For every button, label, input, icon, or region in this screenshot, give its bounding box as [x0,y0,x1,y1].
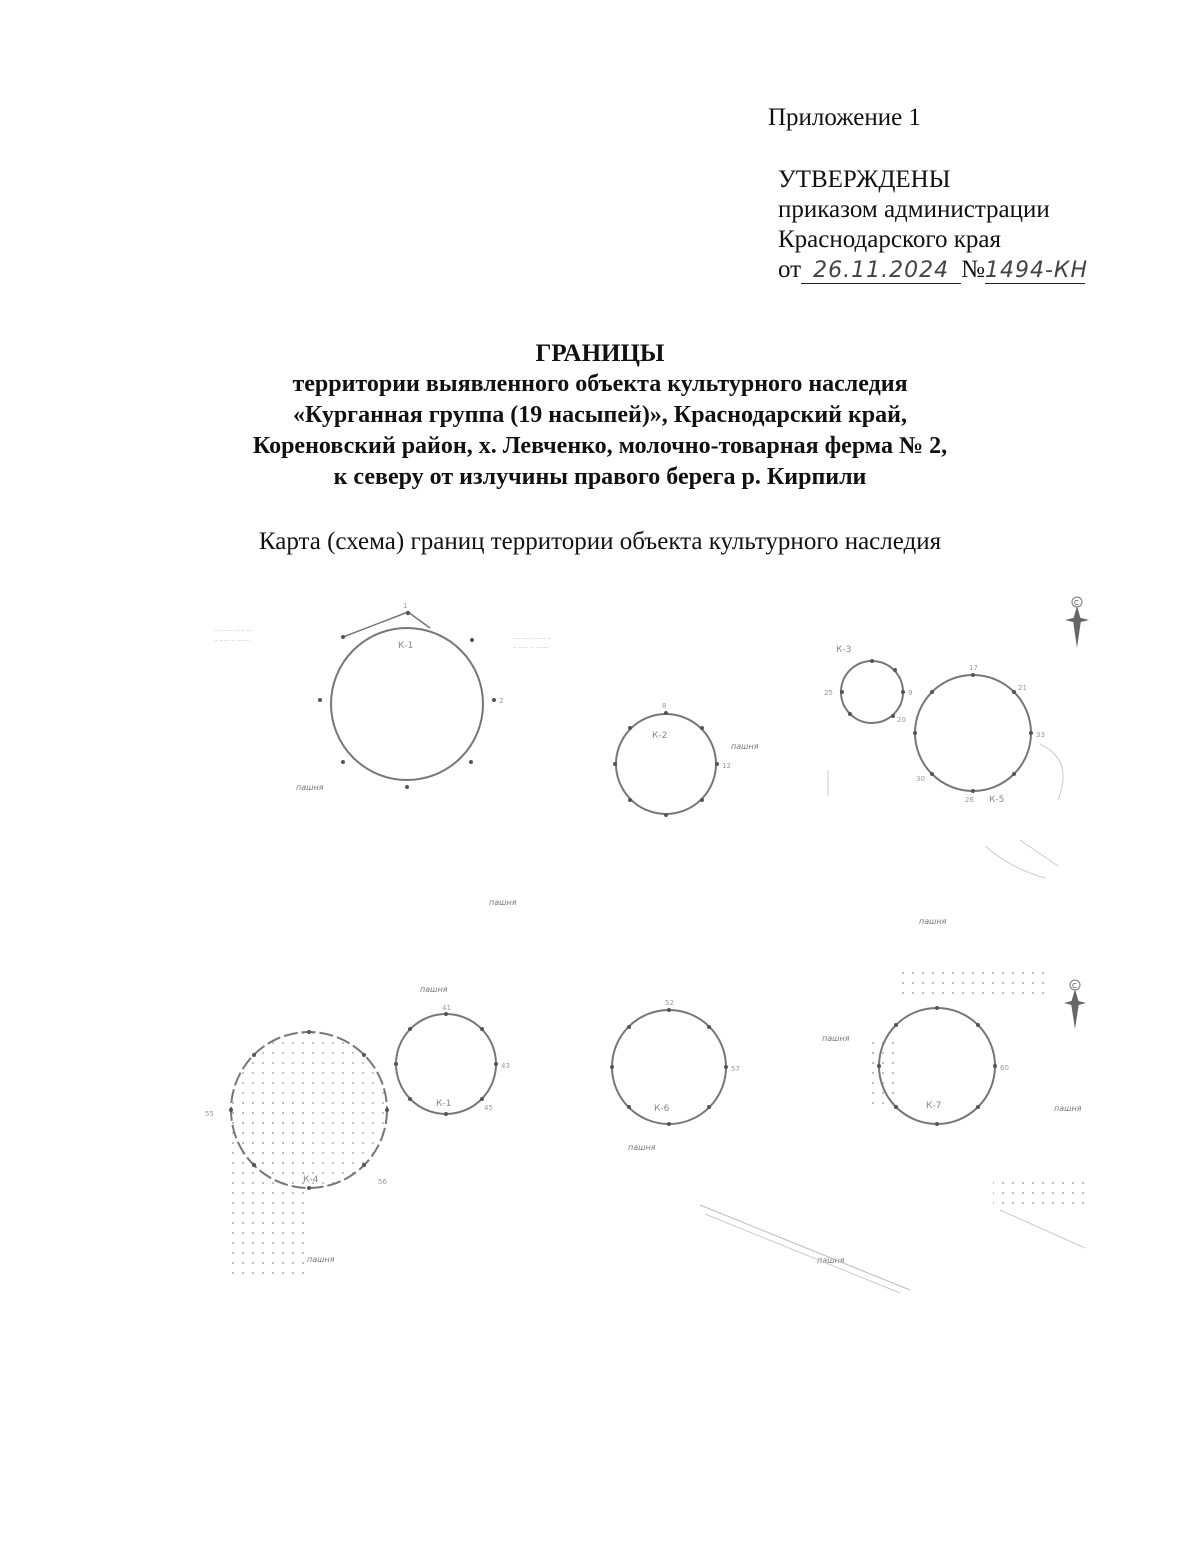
mound-k1-second [394,1004,510,1116]
order-prefix: от [778,256,802,283]
k1-note-right: ···· ······ ····· ·· [513,636,552,643]
k2-points [613,711,719,817]
dotted-area-bottom-right [993,1175,1088,1205]
title-line-3: Кореновский район, х. Левченко, молочно-товарная ферма № 2, [252,433,948,459]
title-line-1: территории выявленного объекта культурного наследия [292,371,908,397]
point-30: 30 [916,775,925,783]
point-41: 41 [442,1004,451,1012]
point-17: 17 [969,664,978,672]
north-arrow-icon [1065,597,1089,648]
k1-label: К-1 [398,641,414,651]
land-label-5: пашня [420,985,448,994]
land-label-8: пашня [822,1034,850,1043]
appendix-label: Приложение 1 [768,104,921,131]
mound-k1 [214,602,551,792]
point-9: 9 [908,689,913,697]
point-56: 56 [378,1178,387,1186]
k1-points [318,611,496,789]
land-label-10: пашня [817,1256,845,1265]
k4-label: К-4 [303,1175,319,1185]
point-43: 43 [501,1062,510,1070]
point-33: 33 [1036,731,1045,739]
mound-k5 [828,664,1063,878]
mound-k2 [613,702,759,817]
point-60: 60 [1000,1064,1009,1072]
land-label-7: пашня [628,1143,656,1152]
approval-line-3: Краснодарского края [778,226,1001,253]
point-20: 20 [897,716,906,724]
svg-text:·· ····· ·· ······: ·· ····· ·· ······ [513,645,548,652]
k1-boundary-peak [343,612,430,637]
point-1: 1 [403,602,408,610]
mound-k6 [610,999,740,1152]
map-subtitle: Карта (схема) границ территории объекта культурного наследия [258,528,942,555]
mound-k3 [824,645,912,723]
point-55: 55 [205,1110,214,1118]
land-label-3: пашня [489,898,517,907]
k7-label: К-7 [926,1101,942,1111]
k2-label: К-2 [652,731,668,741]
north-sign: С [1074,599,1079,607]
k3-label: К-3 [836,645,852,655]
order-number: 1494-КН [984,258,1089,283]
point-2: 2 [499,697,504,705]
k5-label: К-5 [989,795,1005,805]
land-label-1: пашня [296,783,324,792]
svg-text:·· ····· ·· ·······: ·· ····· ·· ······· [214,638,251,645]
land-label-9: пашня [1054,1104,1082,1113]
land-label-6: пашня [307,1255,335,1264]
title-line-4: к северу от излучины правого берега р. Кирпили [333,464,867,490]
point-21: 21 [1018,684,1027,692]
point-52: 52 [665,999,674,1007]
north-sign-2: С [1072,982,1077,990]
k6-label: К-6 [654,1104,670,1114]
point-25: 25 [824,689,833,697]
k1-note-left: ··· ······ ····· ··· [214,628,253,635]
dotted-area-top-right [902,972,1052,1002]
order-no-sign: № [961,256,985,283]
point-45: 45 [484,1104,493,1112]
k1b-label: К-1 [436,1099,452,1109]
land-label-2: пашня [731,742,759,751]
north-arrow-icon-2 [1064,980,1086,1029]
order-date: 26.11.2024 [801,259,961,284]
title-line-2: «Курганная группа (19 насыпей)», Краснодарский край, [293,402,907,428]
mound-k7 [877,1006,1009,1126]
title-main: ГРАНИЦЫ [535,340,665,367]
land-label-4: пашня [919,917,947,926]
point-57: 57 [731,1065,740,1073]
approval-line-1: УТВЕРЖДЕНЫ [778,166,951,193]
approval-line-2: приказом администрации [778,196,1050,223]
point-26: 26 [965,796,974,804]
point-12: 12 [722,762,731,770]
point-8: 8 [662,702,667,710]
